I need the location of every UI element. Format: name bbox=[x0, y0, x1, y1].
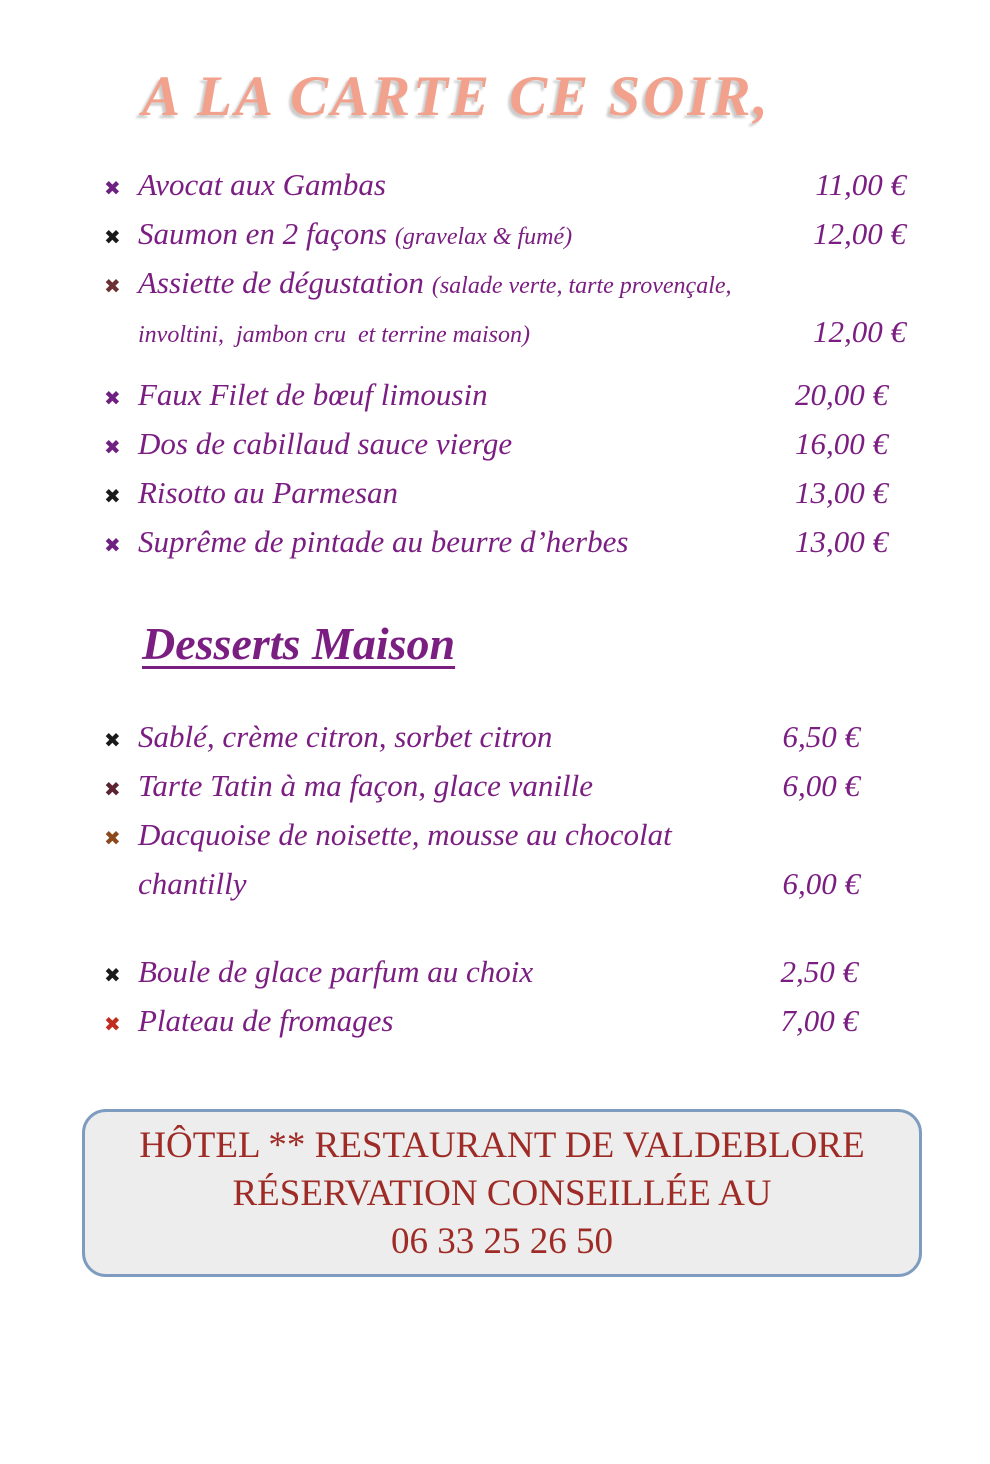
x-bullet-icon: ✖ bbox=[104, 273, 121, 298]
item-name: Dos de cabillaud sauce vierge bbox=[138, 425, 513, 461]
item-name: Faux Filet de bœuf limousin bbox=[138, 376, 488, 412]
menu-page bbox=[0, 64, 990, 1464]
item-name: Boule de glace parfum au choix bbox=[138, 953, 534, 989]
menu-item-row bbox=[0, 162, 990, 211]
item-name: Risotto au Parmesan bbox=[138, 474, 399, 510]
menu-item-row bbox=[0, 714, 990, 763]
item-price: 13,00 € bbox=[795, 523, 888, 559]
item-detail: (gravelax & fumé) bbox=[394, 223, 573, 250]
x-bullet-icon: ✖ bbox=[104, 1011, 121, 1036]
starters-section bbox=[0, 162, 990, 358]
desserts-heading-wrap bbox=[0, 614, 990, 674]
item-detail: (salade verte, tarte provençale, bbox=[431, 272, 732, 299]
x-bullet-icon: ✖ bbox=[104, 825, 121, 850]
item-price: 2,50 € bbox=[780, 953, 858, 989]
item-price: 12,00 € bbox=[813, 215, 906, 251]
menu-item-row bbox=[0, 949, 990, 998]
x-bullet-icon: ✖ bbox=[104, 776, 121, 801]
menu-item-row bbox=[0, 372, 990, 421]
item-price: 11,00 € bbox=[815, 166, 906, 202]
item-name: Saumon en 2 façons bbox=[138, 215, 387, 251]
menu-item-row bbox=[0, 421, 990, 470]
hotel-name: HÔTEL ** RESTAURANT DE VALDEBLORE bbox=[139, 1124, 865, 1166]
extras-section bbox=[0, 949, 990, 1047]
item-name: Dacquoise de noisette, mousse au chocolat bbox=[138, 816, 672, 852]
menu bbox=[0, 162, 990, 1047]
x-bullet-icon: ✖ bbox=[104, 385, 121, 410]
menu-item-row bbox=[0, 470, 990, 519]
item-price: 6,00 € bbox=[782, 767, 860, 803]
x-bullet-icon: ✖ bbox=[104, 224, 121, 249]
item-price: 13,00 € bbox=[795, 474, 888, 510]
item-name-continued: involtini, jambon cru et terrine maison) bbox=[138, 321, 530, 348]
menu-item-row bbox=[0, 260, 990, 309]
item-price: 16,00 € bbox=[795, 425, 888, 461]
menu-item-row bbox=[0, 998, 990, 1047]
desserts-section bbox=[0, 714, 990, 907]
item-price: 6,00 € bbox=[782, 865, 860, 901]
item-price: 6,50 € bbox=[782, 718, 860, 754]
item-price: 20,00 € bbox=[795, 376, 888, 412]
item-name: Tarte Tatin à ma façon, glace vanille bbox=[138, 767, 593, 803]
x-bullet-icon: ✖ bbox=[104, 434, 121, 459]
reservation-text: RÉSERVATION CONSEILLÉE AU bbox=[232, 1172, 772, 1214]
desserts-heading: Desserts Maison bbox=[142, 617, 456, 669]
item-name: Assiette de dégustation bbox=[138, 264, 424, 300]
menu-item-row-continued bbox=[0, 309, 990, 358]
phone-number: 06 33 25 26 50 bbox=[391, 1220, 613, 1262]
x-bullet-icon: ✖ bbox=[104, 175, 121, 200]
item-price: 12,00 € bbox=[813, 313, 906, 349]
menu-item-row bbox=[0, 519, 990, 568]
x-bullet-icon: ✖ bbox=[104, 962, 121, 987]
mains-section bbox=[0, 372, 990, 568]
item-name: Plateau de fromages bbox=[138, 1002, 394, 1038]
x-bullet-icon: ✖ bbox=[104, 532, 121, 557]
item-name-continued: chantilly bbox=[138, 865, 247, 901]
item-name: Sablé, crème citron, sorbet citron bbox=[138, 718, 553, 754]
menu-item-row bbox=[0, 211, 990, 260]
item-name: Avocat aux Gambas bbox=[138, 166, 386, 202]
item-price: 7,00 € bbox=[780, 1002, 858, 1038]
x-bullet-icon: ✖ bbox=[104, 727, 121, 752]
x-bullet-icon: ✖ bbox=[104, 483, 121, 508]
item-name: Suprême de pintade au beurre d’herbes bbox=[138, 523, 629, 559]
reservation-box bbox=[82, 1109, 922, 1277]
menu-item-row bbox=[0, 763, 990, 812]
page-title: A LA CARTE CE SOIR, bbox=[142, 65, 771, 128]
menu-item-row-continued bbox=[0, 861, 990, 907]
menu-item-row bbox=[0, 812, 990, 861]
